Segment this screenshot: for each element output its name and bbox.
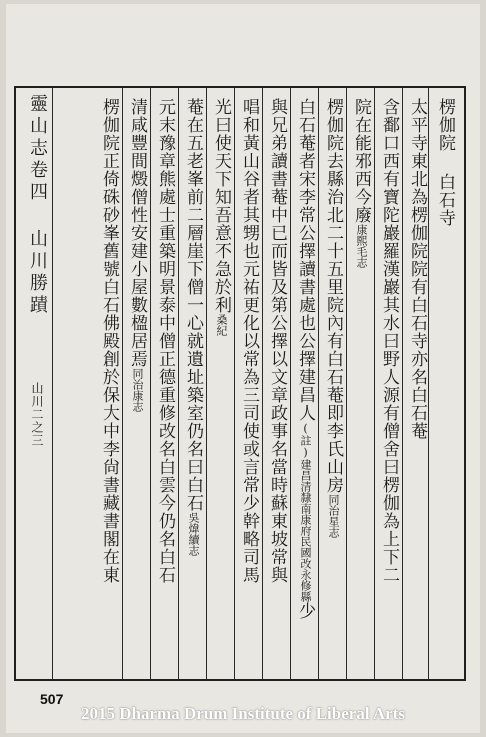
column-note: 康熙毛志 [355, 224, 368, 268]
text-column [378, 98, 400, 671]
text-frame [14, 86, 466, 681]
margin-section: 山川勝蹟 [27, 229, 48, 317]
column-note: 同治康志 [131, 368, 144, 412]
column-text: 楞伽院去縣治北二十五里院內有白石菴即李氏山房 [323, 98, 343, 494]
column-text: 白石菴者宋李常公擇讀書處也公擇建昌人 [295, 98, 315, 422]
column-rule [346, 88, 347, 679]
column-note: 同治星志 [327, 494, 340, 538]
text-column [126, 98, 148, 671]
column-text: 唱和黃山谷者其甥也元祐更化以常為三司使或言常少幹略司馬 [239, 98, 259, 584]
column-rule [206, 88, 207, 679]
column-text: 菴在五老峯前二層崖下僧一心就遺址築室仍名曰白石 [183, 98, 203, 512]
column-text: 光曰使天下知吾意不急於利 [211, 98, 231, 314]
column-text: 含鄱口西有寶陀巖羅漢巖其水曰野人源有僧舍曰楞伽為上下二 [379, 98, 399, 584]
column-rule [178, 88, 179, 679]
column-text: 院在能邪西今廢 [351, 98, 371, 224]
margin-title: 靈山志卷四 [27, 94, 48, 204]
text-column [154, 98, 176, 671]
column-rule [428, 88, 429, 679]
text-column [266, 98, 288, 671]
column-rule [402, 88, 403, 679]
text-column [238, 98, 260, 671]
column-rule [290, 88, 291, 679]
column-text: 元末豫章熊處士重築明景泰中僧正德重修改名白雲今仍名白石 [155, 98, 175, 584]
column-text-tail: 少 [295, 602, 315, 620]
column-note: (註)建昌清隸南康府民國改永修縣 [299, 422, 312, 602]
column-text: 楞伽院正倚硃砂峯舊號白石佛殿創於保大中李尙書藏書閣在東 [99, 98, 119, 584]
column-rule [318, 88, 319, 679]
column-note: 桑紀 [215, 314, 228, 336]
column-rule [262, 88, 263, 679]
book-page [6, 4, 480, 733]
column-text: 太平寺東北為楞伽院院有白石寺亦名白石菴 [407, 98, 427, 440]
heading-column [434, 98, 456, 671]
margin-sub: 山川二之三 [30, 382, 44, 447]
text-column [406, 98, 428, 671]
column-rule [122, 88, 123, 679]
column-text: 清咸豐間燬僧性安建小屋數楹居焉 [127, 98, 147, 368]
column-rule [234, 88, 235, 679]
text-column [210, 98, 232, 671]
column-rule [374, 88, 375, 679]
text-column [350, 98, 372, 671]
column-rule [52, 88, 53, 679]
column-rule [150, 88, 151, 679]
text-column [294, 98, 316, 671]
margin-column [24, 94, 50, 673]
watermark: 2015 Dharma Drum Institute of Liberal Arts [81, 704, 405, 723]
text-column [98, 98, 120, 671]
text-column [322, 98, 344, 671]
text-column [182, 98, 204, 671]
column-note: 吳煒續志 [187, 512, 200, 556]
heading-text: 楞伽院 白石寺 [435, 98, 455, 227]
column-text: 與兄弟讀書菴中已而皆及第公擇以文章政事名當時蘇東坡常與 [267, 98, 287, 584]
page-number: 507 [40, 691, 64, 707]
